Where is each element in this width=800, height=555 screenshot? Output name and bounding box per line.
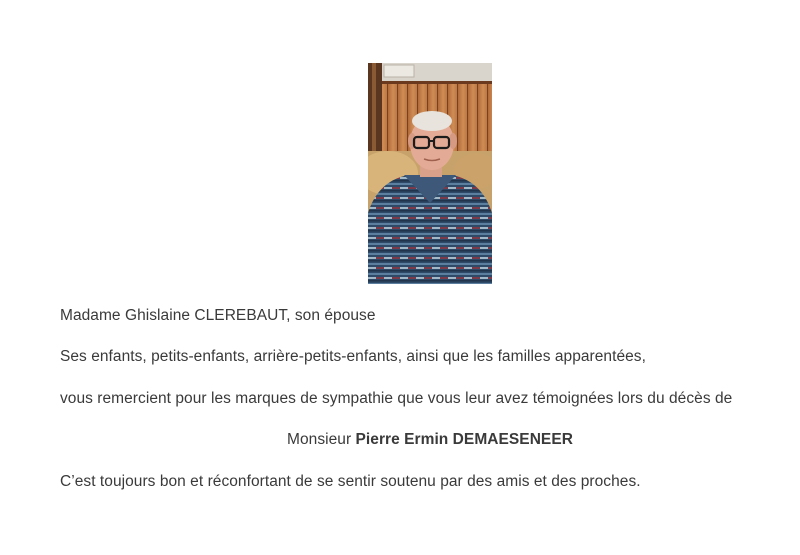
deceased-name: Pierre Ermin DEMAESENEER — [355, 431, 573, 448]
portrait-photo — [368, 63, 492, 284]
deceased-name-line — [0, 430, 800, 450]
family-line: Ses enfants, petits-enfants, arrière-petits-enfants, ainsi que les familles apparentées, — [60, 348, 646, 365]
deceased-title: Monsieur — [287, 431, 352, 448]
thanks-line: vous remercient pour les marques de sympathie que vous leur avez témoignées lors du décès de — [60, 390, 733, 407]
closing-line: C’est toujours bon et réconfortant de se sentir soutenu par des amis et des proches. — [60, 473, 641, 490]
spouse-line: Madame Ghislaine CLEREBAUT, son épouse — [60, 307, 376, 324]
